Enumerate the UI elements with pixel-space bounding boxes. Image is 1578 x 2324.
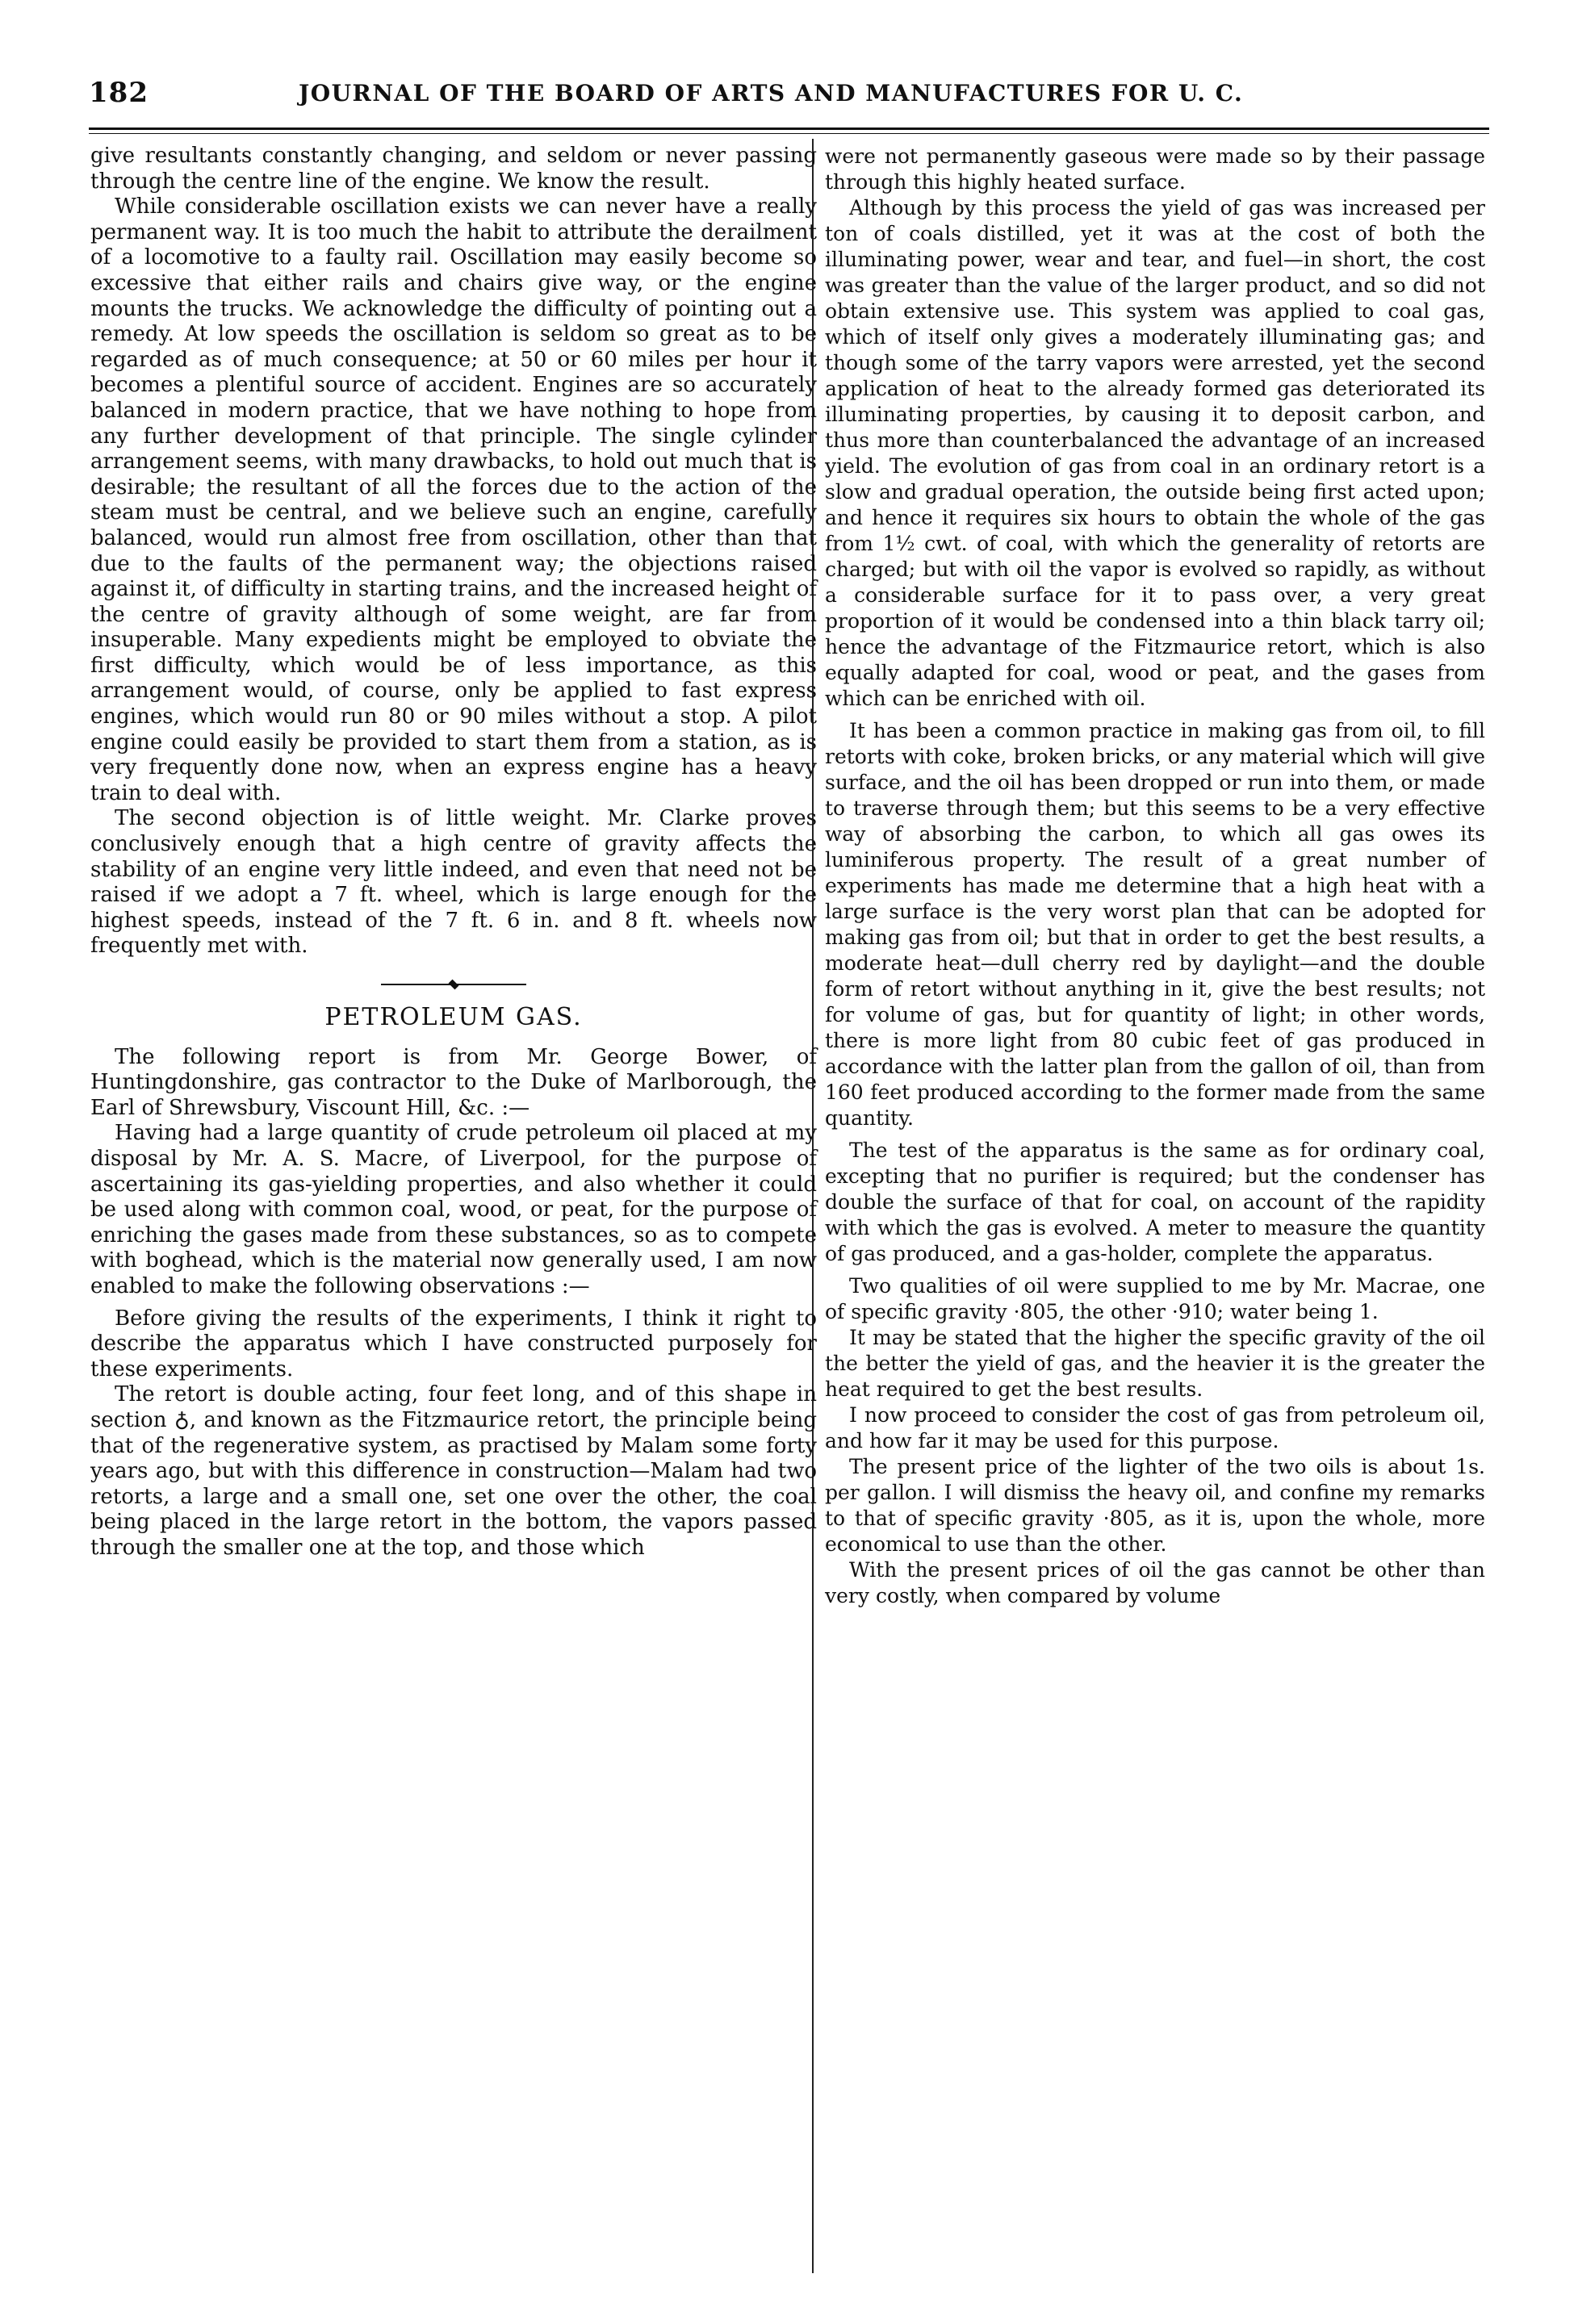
paragraph: were not permanently gaseous were made so by their passage through this highly heated surface. bbox=[825, 144, 1485, 194]
paragraph: The present price of the lighter of the two oils is about 1s. per gallon. I will dismiss the heavy oil, and confine my remarks to that of specific gravity ·805, as it is, upon the whole, more economical to use than the other. bbox=[825, 1455, 1485, 1556]
page-number: 182 bbox=[89, 77, 149, 109]
paragraph: Before giving the results of the experiments, I think it right to describe the apparatus which I have constructed purposely for these experiments. bbox=[90, 1306, 817, 1381]
paragraph: I now proceed to consider the cost of gas from petroleum oil, and how far it may be used for this purpose. bbox=[825, 1403, 1485, 1452]
left-column bbox=[90, 144, 817, 1561]
paragraph: give resultants constantly changing, and seldom or never passing through the centre line of the engine. We know the result. bbox=[90, 144, 817, 194]
paragraph: The following report is from Mr. George Bower, of Huntingdonshire, gas contractor to the Duke of Marlborough, the Earl of Shrewsbury, Viscount Hill, &c. :— bbox=[90, 1044, 817, 1120]
paragraph: It has been a common practice in making gas from oil, to fill retorts with coke, broken bricks, or any material which will give surface, and the oil has been dropped or run into them, or made to traverse through them; but this seems to be a very effective way of absorbing the carbon, to which all gas owes its luminiferous property. The result of a great number of experiments has made me determine that a high heat with a large surface is the very worst plan that can be adopted for making gas from oil; but that in order to get the best results, a moderate heat—dull cherry red by daylight—and the double form of retort without anything in it, give the best results; not for volume of gas, but for quantity of light; in other words, there is more light from 80 cubic feet of gas produced in accordance with the latter plan from the gallon of oil, than from 160 feet produced according to the former made from the same quantity. bbox=[825, 719, 1485, 1130]
paragraph: Having had a large quantity of crude petroleum oil placed at my disposal by Mr. A. S. Macre, of Liverpool, for the purpose of ascertaining its gas-yielding properties, and also whether it could be used along with common coal, wood, or peat, for the purpose of enriching the gases made from these substances, so as to compete with boghead, which is the material now generally used, I am now enabled to make the following observations :— bbox=[90, 1121, 817, 1298]
paragraph: The test of the apparatus is the same as for ordinary coal, excepting that no purifier is required; but the condenser has double the surface of that for coal, on account of the rapidity with which the gas is evolved. A meter to measure the quantity of gas produced, and a gas-holder, complete the apparatus. bbox=[825, 1139, 1485, 1265]
paragraph: While considerable oscillation exists we can never have a really permanent way. It is too much the habit to attribute the derailment of a locomotive to a faulty rail. Oscillation may easily become so excessive that either rails and chairs give way, or the engine mounts the trucks. We acknowledge the difficulty of pointing out a remedy. At low speeds the oscillation is seldom so great as to be regarded as of much consequence; at 50 or 60 miles per hour it becomes a plentiful source of accident. Engines are so accurately balanced in modern practice, that we have nothing to hope from any further development of that principle. The single cylinder arrangement seems, with many drawbacks, to hold out much that is desirable; the resultant of all the forces due to the action of the steam must be central, and we believe such an engine, carefully balanced, would run almost free from oscillation, other than that due to the faults of the permanent way; the objections raised against it, of difficulty in starting trains, and the increased height of the centre of gravity although of some weight, are far from insuperable. Many expedients might be employed to obviate the first difficulty, which would be of less importance, as this arrangement would, of course, only be applied to fast express engines, which would run 80 or 90 miles without a stop. A pilot engine could easily be provided to start them from a station, as is very frequently done now, when an express engine has a heavy train to deal with. bbox=[90, 194, 817, 805]
paragraph: Although by this process the yield of gas was increased per ton of coals distilled, yet it was at the cost of both the illuminating power, wear and tear, and fuel—in short, the cost was greater than the value of the larger product, and so did not obtain extensive use. This system was applied to coal gas, which of itself only gives a moderately illuminating gas; and though some of the tarry vapors were arrested, yet the second application of heat to the already formed gas deteriorated its illuminating properties, by causing it to deposit carbon, and thus more than counterbalanced the advantage of an increased yield. The evolution of gas from coal in an ordinary retort is a slow and gradual operation, the outside being first acted upon; and hence it requires six hours to obtain the whole of the gas from 1½ cwt. of coal, with which the generality of retorts are charged; but with oil the vapor is evolved so rapidly, as without a considerable surface for it to pass over, a very great proportion of it would be condensed into a thin black tarry oil; hence the advantage of the Fitzmaurice retort, which is also equally adapted for coal, wood or peat, and the gases from which can be enriched with oil. bbox=[825, 196, 1485, 710]
paragraph: It may be stated that the higher the specific gravity of the oil the better the yield of gas, and the heavier it is the greater the heat required to get the best results. bbox=[825, 1326, 1485, 1401]
page-header bbox=[89, 77, 1489, 125]
paragraph: The second objection is of little weight. Mr. Clarke proves conclusively enough that a high centre of gravity affects the stability of an engine very little indeed, and even that need not be raised if we adopt a 7 ft. wheel, which is large enough for the highest speeds, instead of the 7 ft. 6 in. and 8 ft. wheels now frequently met with. bbox=[90, 806, 817, 959]
right-column bbox=[825, 144, 1485, 1609]
running-title: JOURNAL OF THE BOARD OF ARTS AND MANUFACTURES FOR U. C. bbox=[299, 80, 1244, 107]
paragraph: The retort is double acting, four feet long, and of this shape in section ♁, and known as the Fitzmaurice retort, the principle being that of the regenerative system, as practised by Malam some forty years ago, but with this difference in construction—Malam had two retorts, a large and a small one, set one over the other, the coal being placed in the large retort in the bottom, the vapors passed through the smaller one at the top, and those which bbox=[90, 1382, 817, 1560]
header-rule-thin bbox=[89, 133, 1489, 134]
paragraph: Two qualities of oil were supplied to me by Mr. Macrae, one of specific gravity ·805, the other ·910; water being 1. bbox=[825, 1274, 1485, 1323]
section-title: PETROLEUM GAS. bbox=[324, 1003, 583, 1031]
paragraph: With the present prices of oil the gas cannot be other than very costly, when compared by volume bbox=[825, 1558, 1485, 1607]
section-ornament bbox=[381, 980, 526, 989]
header-rule-thick bbox=[89, 127, 1489, 130]
